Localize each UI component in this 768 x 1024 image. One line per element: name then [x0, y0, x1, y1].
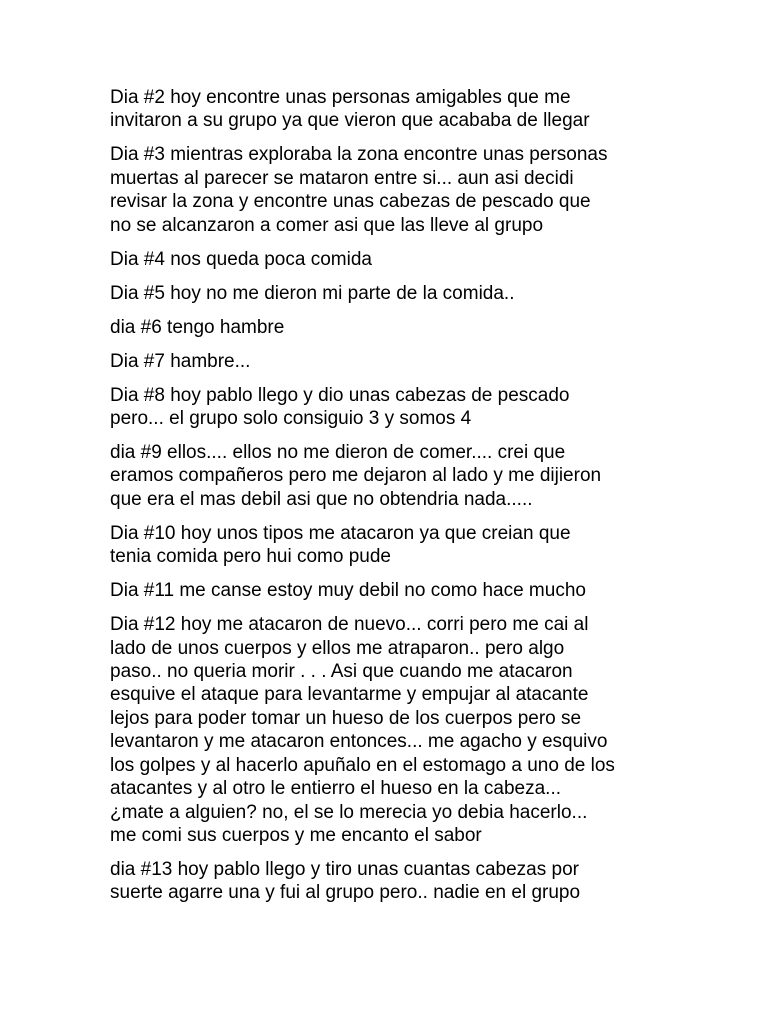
diary-entry-line: Dia #11 me canse estoy muy debil no como hace mucho: [110, 580, 586, 602]
diary-entry-line: dia #13 hoy pablo llego y tiro unas cuantas cabezas por: [110, 858, 579, 880]
document-page: [110, 86, 670, 915]
diary-entry: [110, 441, 670, 511]
diary-entry: [110, 350, 670, 373]
diary-entry: [110, 384, 670, 431]
diary-entry: [110, 143, 670, 237]
diary-entry-line: atacantes y al otro le entierro el hueso en la cabeza...: [110, 778, 561, 800]
diary-entry-line: Dia #2 hoy encontre unas personas amigables que me: [110, 87, 571, 108]
diary-entry: [110, 579, 670, 602]
diary-entry-line: Dia #12 hoy me atacaron de nuevo... corri pero me cai al: [110, 614, 589, 636]
diary-entry-line: Dia #4 nos queda poca comida: [110, 248, 372, 270]
diary-entry-line: no se alcanzaron a comer asi que las lleve al grupo: [110, 214, 544, 236]
diary-entry: [110, 86, 670, 133]
diary-entry-line: que era el mas debil asi que no obtendria nada.....: [110, 488, 533, 510]
diary-entry-line: eramos compañeros pero me dejaron al lado y me dijieron: [110, 465, 602, 487]
diary-entry: [110, 282, 670, 305]
diary-entry-line: Dia #7 hambre...: [110, 350, 251, 372]
diary-entry: [110, 858, 670, 905]
diary-entry-line: ¿mate a alguien? no, el se lo merecia yo debia hacerlo...: [110, 801, 588, 823]
diary-entry-line: dia #6 tengo hambre: [110, 316, 285, 338]
diary-entry-line: lejos para poder tomar un hueso de los cuerpos pero se: [110, 707, 582, 729]
diary-entry-line: levantaron y me atacaron entonces... me agacho y esquivo: [110, 731, 608, 753]
diary-entry-line: lado de unos cuerpos y ellos me atraparon.. pero algo: [110, 637, 565, 659]
diary-entry-line: Dia #3 mientras exploraba la zona encontre unas personas: [110, 144, 608, 166]
diary-entry: [110, 613, 670, 847]
diary-entry-line: tenia comida pero hui como pude: [110, 546, 391, 568]
diary-entry-line: me comi sus cuerpos y me encanto el sabor: [110, 824, 482, 846]
diary-entry-line: revisar la zona y encontre unas cabezas de pescado que: [110, 191, 591, 213]
diary-entry-line: muertas al parecer se mataron entre si... aun asi decidi: [110, 167, 574, 189]
diary-entry-line: Dia #5 hoy no me dieron mi parte de la comida..: [110, 282, 515, 304]
diary-entry-line: paso.. no queria morir . . . Asi que cuando me atacaron: [110, 661, 573, 683]
diary-entry-line: esquive el ataque para levantarme y empujar al atacante: [110, 684, 589, 706]
diary-entry: [110, 522, 670, 569]
diary-entry-line: Dia #8 hoy pablo llego y dio unas cabezas de pescado: [110, 384, 570, 406]
diary-entry-line: los golpes y al hacerlo apuñalo en el estomago a uno de los: [110, 754, 615, 776]
diary-entry-line: suerte agarre una y fui al grupo pero.. nadie en el grupo: [110, 882, 581, 904]
diary-entry-line: dia #9 ellos.... ellos no me dieron de comer.... crei que: [110, 442, 566, 464]
diary-entry-line: invitaron a su grupo ya que vieron que acababa de llegar: [110, 110, 590, 132]
diary-entry-line: pero... el grupo solo consiguio 3 y somos 4: [110, 408, 472, 430]
diary-entry: [110, 316, 670, 339]
diary-entry: [110, 248, 670, 271]
diary-entry-line: Dia #10 hoy unos tipos me atacaron ya que creian que: [110, 522, 571, 544]
